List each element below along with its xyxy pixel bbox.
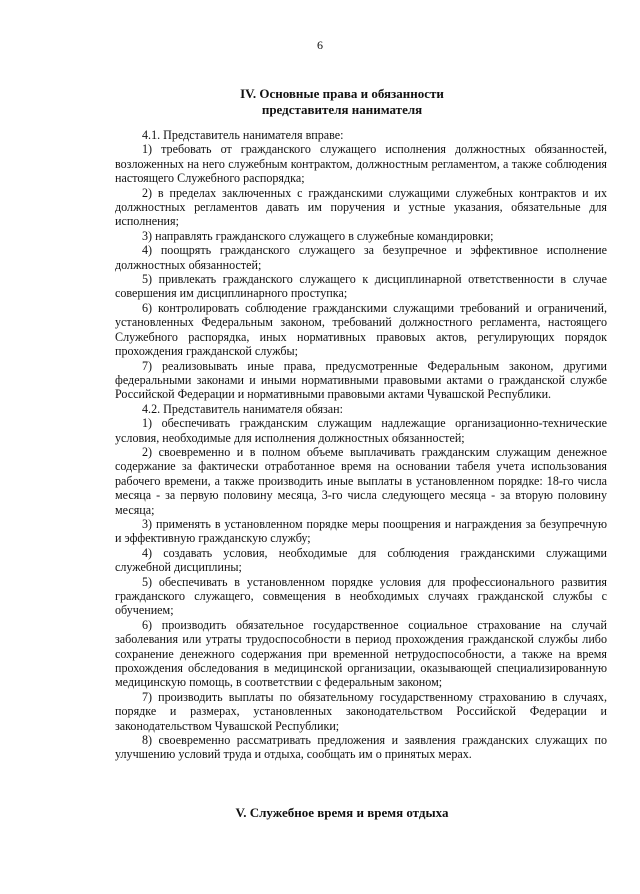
section-4-title-line-1: IV. Основные права и обязанности bbox=[240, 86, 444, 101]
paragraph-4-2-item-4: 4) создавать условия, необходимые для соблюдения гражданскими служащими служебной дисциплины; bbox=[115, 545, 607, 575]
paragraph-4-2-intro: 4.2. Представитель нанимателя обязан: bbox=[142, 401, 344, 416]
section-5-heading: V. Служебное время и время отдыха bbox=[235, 805, 449, 820]
paragraph-4-2-item-5: 5) обеспечивать в установленном порядке условия для профессионального развития гражданского служащего, совмещения в необходимых случаях гражданской службы с обучением; bbox=[115, 574, 607, 618]
paragraph-4-2-item-3: 3) применять в установленном порядке меры поощрения и награждения за безупречную и эффективную гражданскую службу; bbox=[115, 516, 607, 546]
section-4-title-line-2: представителя нанимателя bbox=[261, 101, 423, 117]
paragraph-4-1-item-4: 4) поощрять гражданского служащего за безупречное и эффективное исполнение должностных обязанностей; bbox=[115, 243, 607, 272]
paragraph-4-1-item-2: 2) в пределах заключенных с гражданскими служащими служебных контрактов и их должностных регламентов давать им поручения и устные указания, обязательные для исполнения; bbox=[115, 185, 607, 229]
paragraph-4-1-item-5: 5) привлекать гражданского служащего к дисциплинарной ответственности в случае совершения им дисциплинарного проступка; bbox=[115, 272, 607, 301]
section-4-body bbox=[115, 128, 607, 762]
paragraph-4-1-item-6: 6) контролировать соблюдение гражданскими служащими требований и ограничений, установленных Федеральным законом, требований должностного регламента, настоящего Служебного распорядка, иных нормативных правовых актов, регулирующих порядок прохождения гражданской службы; bbox=[115, 300, 607, 359]
paragraph-4-2-item-6: 6) производить обязательное государственное социальное страхование на случай заболевания или утраты трудоспособности в период прохождения гражданской службы либо сохранение денежного содержания при временной нетрудоспособности, а также на время прохождения обследования в медицинской организации, оказывающей специализированную медицинскую помощь, в соответствии с федеральным законом; bbox=[115, 617, 607, 690]
paragraph-4-2-item-7: 7) производить выплаты по обязательному государственному страхованию в случаях, порядке и размерах, установленных законодательством Российской Федерации и законодательством Чувашской Республики; bbox=[115, 689, 607, 733]
paragraph-4-1-item-7: 7) реализовывать иные права, предусмотренные Федеральным законом, другими федеральными законами и иными нормативными правовыми актами о гражданской службе Российской Федерации и нормативными правовыми актами Чувашской Республики. bbox=[115, 358, 607, 402]
paragraph-4-1-item-1: 1) требовать от гражданского служащего исполнения должностных обязанностей, возложенных на него служебным контрактом, должностным регламентом, а также соблюдения настоящего Служебного распорядка; bbox=[115, 142, 607, 186]
paragraph-4-1-item-3: 3) направлять гражданского служащего в служебные командировки; bbox=[142, 228, 494, 243]
paragraph-4-1-intro: 4.1. Представитель нанимателя вправе: bbox=[142, 128, 344, 142]
page-number: 6 bbox=[317, 38, 323, 52]
paragraph-4-2-item-8: 8) своевременно рассматривать предложения и заявления гражданских служащих по улучшению условий труда и отдыха, сообщать им о принятых мерах. bbox=[115, 733, 607, 762]
section-4-heading bbox=[100, 86, 584, 117]
paragraph-4-2-item-2: 2) своевременно и в полном объеме выплачивать гражданским служащим денежное содержание за фактически отработанное время на основании табеля учета использования рабочего времени, а также производить иные выплаты в установленном порядке: 18-го числа месяца - за первую половину месяца, 3-го числа следующего месяца - за вторую половину месяца; bbox=[115, 444, 607, 517]
paragraph-4-2-item-1: 1) обеспечивать гражданским служащим надлежащие организационно-технические условия, необходимые для исполнения должностных обязанностей; bbox=[115, 416, 607, 445]
